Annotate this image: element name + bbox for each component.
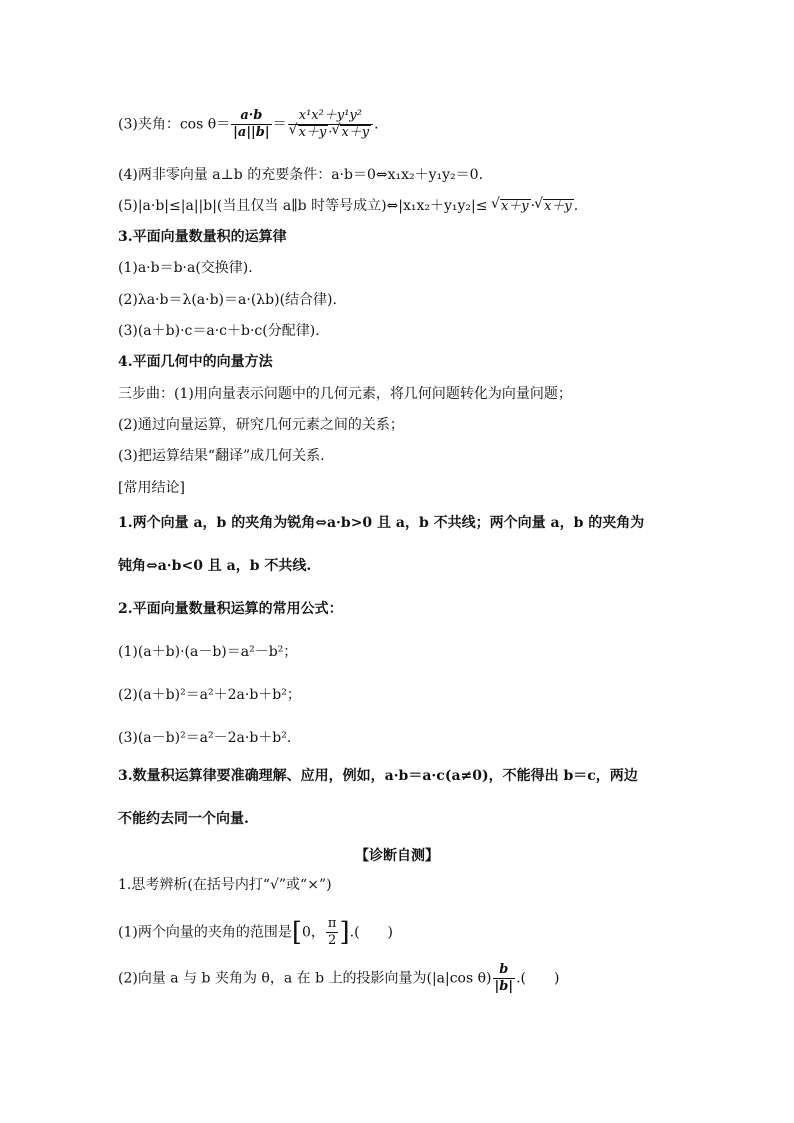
angle-formula bbox=[118, 108, 379, 141]
diagnostic-test-heading: 【诊断自测】 bbox=[355, 848, 439, 864]
cauchy-end: . bbox=[573, 198, 579, 214]
cauchy-inequality: (5)|a·b|≤|a||b|(当且仅当 a∥b 时等号成立)⇔|x₁x₂＋y₁y₂|≤ √ x＋y ·√ x＋y . bbox=[118, 197, 578, 215]
exercise-1-item-2 bbox=[118, 962, 559, 995]
step-1: 三步曲：(1)用向量表示问题中的几何元素，将几何问题转化为向量问题； bbox=[118, 386, 572, 402]
exercise-1-instruction: 1.思考辨析(在括号内打“√”或“×”) bbox=[118, 877, 332, 893]
conclusion-1-line-2: 钝角⇔a·b<0 且 a，b 不共线. bbox=[118, 558, 312, 574]
sqrt-expr: √ x＋y bbox=[543, 199, 574, 214]
conclusion-3-line-1: 3.数量积运算律要准确理解、应用，例如，a·b＝a·c(a≠0)，不能得出 b＝c，两边 bbox=[118, 768, 638, 784]
rule-commutative: (1)a·b＝b·a(交换律). bbox=[118, 260, 253, 276]
fraction-numerator: a·b bbox=[231, 108, 271, 125]
formula-end: . bbox=[374, 116, 379, 133]
step-2: (2)通过向量运算，研究几何元素之间的关系； bbox=[118, 417, 404, 433]
section-heading-3: 3.平面向量数量积的运算律 bbox=[118, 229, 287, 245]
unit-vector-fraction bbox=[493, 962, 516, 995]
formula-difference-of-squares: (1)(a＋b)·(a－b)＝a²－b²； bbox=[118, 644, 298, 660]
item-2-text: (2)向量 a 与 b 夹角为 θ，a 在 b 上的投影向量为(|a|cos θ) bbox=[118, 970, 492, 987]
cauchy-text: (5)|a·b|≤|a||b|(当且仅当 a∥b 时等号成立)⇔|x₁x₂＋y₁y₂|≤ bbox=[118, 198, 492, 214]
fraction-denominator-roots: √ x＋y ·√ x＋y bbox=[288, 125, 374, 141]
step-3: (3)把运算结果“翻译”成几何关系. bbox=[118, 448, 325, 464]
sqrt-expr: √ x＋y bbox=[500, 199, 531, 214]
formula-sum-square: (2)(a＋b)²＝a²＋2a·b＋b²； bbox=[118, 687, 301, 703]
common-conclusions-heading: [常用结论] bbox=[118, 480, 185, 496]
pi-over-2 bbox=[326, 916, 339, 949]
fraction-coordinates bbox=[288, 108, 374, 141]
right-bracket: ] bbox=[339, 917, 350, 948]
item-1-text: (1)两个向量的夹角的范围是 bbox=[118, 924, 292, 941]
conclusion-1-line-1: 1.两个向量 a，b 的夹角为锐角⇔a·b>0 且 a，b 不共线；两个向量 a，b 的夹角为 bbox=[118, 515, 645, 531]
perpendicular-condition: (4)两非零向量 a⊥b 的充要条件：a·b＝0⇔x₁x₂＋y₁y₂＝0. bbox=[118, 167, 484, 183]
fraction-ab bbox=[231, 108, 271, 141]
conclusion-3-line-2: 不能约去同一个向量. bbox=[118, 811, 249, 827]
exercise-1-item-1 bbox=[118, 916, 393, 949]
formula-difference-square: (3)(a－b)²＝a²－2a·b＋b². bbox=[118, 730, 292, 746]
answer-blank: .( ) bbox=[349, 924, 393, 941]
pi-numerator: π bbox=[327, 916, 337, 931]
pi-denominator: 2 bbox=[328, 933, 337, 948]
equals-sign: ＝ bbox=[272, 116, 287, 133]
conclusion-2-heading: 2.平面向量数量积运算的常用公式： bbox=[118, 601, 343, 617]
fraction-denominator: |a||b| bbox=[233, 125, 270, 140]
rule-associative: (2)λa·b＝λ(a·b)＝a·(λb)(结合律). bbox=[118, 292, 337, 308]
left-bracket: [ bbox=[291, 917, 302, 948]
range-start: 0， bbox=[302, 924, 325, 941]
answer-blank: .( ) bbox=[516, 970, 560, 987]
fraction-numerator-coords: x¹x²＋y¹y² bbox=[288, 108, 374, 125]
angle-formula-label: (3)夹角：cos θ＝ bbox=[118, 116, 231, 133]
unit-denominator: |b| bbox=[494, 979, 514, 994]
sqrt-expr: √ x＋y bbox=[298, 125, 329, 140]
rule-distributive: (3)(a＋b)·c＝a·c＋b·c(分配律). bbox=[118, 323, 320, 339]
sqrt-expr: √ x＋y bbox=[340, 125, 371, 140]
section-heading-4: 4.平面几何中的向量方法 bbox=[118, 354, 273, 370]
unit-numerator: b bbox=[493, 962, 516, 979]
